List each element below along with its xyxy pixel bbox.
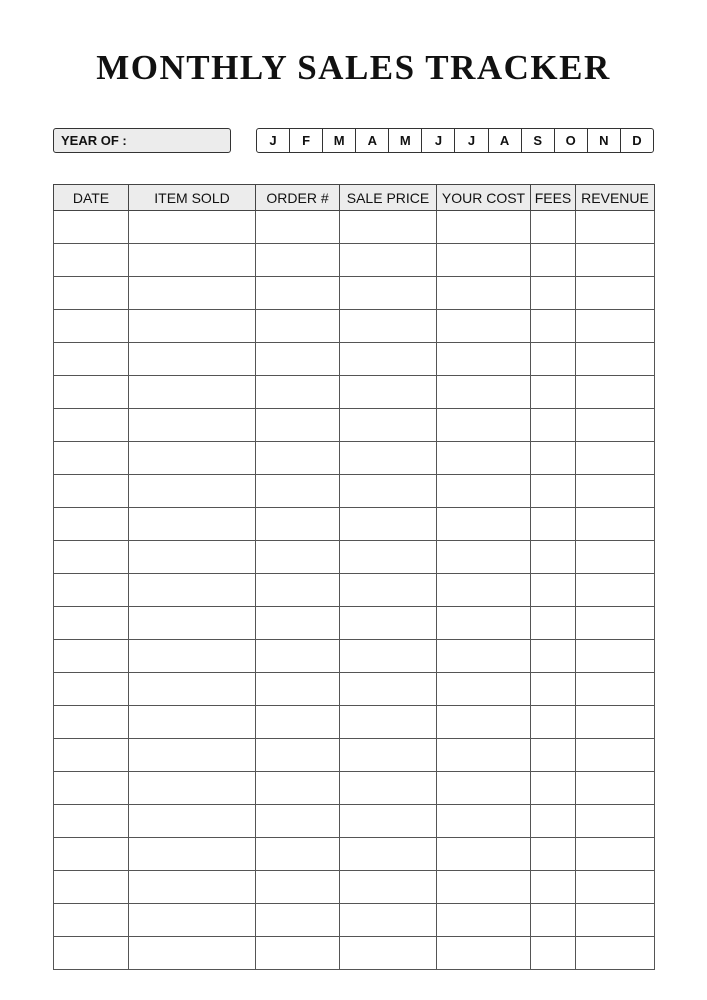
table-cell[interactable]: [129, 211, 256, 244]
table-cell[interactable]: [340, 640, 437, 673]
table-row: [54, 310, 655, 343]
table-cell[interactable]: [256, 805, 340, 838]
month-option-apr[interactable]: A: [355, 129, 388, 152]
table-cell[interactable]: [54, 211, 129, 244]
table-cell[interactable]: [340, 442, 437, 475]
table-cell[interactable]: [256, 739, 340, 772]
table-cell[interactable]: [437, 343, 531, 376]
table-cell[interactable]: [129, 574, 256, 607]
table-cell[interactable]: [256, 871, 340, 904]
table-cell[interactable]: [576, 607, 655, 640]
table-cell[interactable]: [531, 706, 576, 739]
table-cell[interactable]: [576, 508, 655, 541]
table-cell[interactable]: [340, 376, 437, 409]
table-cell[interactable]: [129, 772, 256, 805]
table-cell[interactable]: [256, 706, 340, 739]
table-cell[interactable]: [576, 640, 655, 673]
table-body: [54, 211, 655, 970]
month-option-mar[interactable]: M: [322, 129, 355, 152]
table-cell[interactable]: [256, 244, 340, 277]
table-cell[interactable]: [54, 739, 129, 772]
table-cell[interactable]: [340, 739, 437, 772]
table-cell[interactable]: [340, 838, 437, 871]
table-cell[interactable]: [531, 211, 576, 244]
table-cell[interactable]: [129, 607, 256, 640]
table-cell[interactable]: [437, 244, 531, 277]
table-cell[interactable]: [531, 244, 576, 277]
table-cell[interactable]: [576, 904, 655, 937]
table-cell[interactable]: [437, 937, 531, 970]
month-option-nov[interactable]: N: [587, 129, 620, 152]
table-cell[interactable]: [54, 673, 129, 706]
table-cell[interactable]: [531, 376, 576, 409]
table-row: [54, 739, 655, 772]
table-cell[interactable]: [437, 211, 531, 244]
table-cell[interactable]: [340, 409, 437, 442]
table-cell[interactable]: [256, 772, 340, 805]
table-cell[interactable]: [531, 871, 576, 904]
table-cell[interactable]: [54, 574, 129, 607]
table-cell[interactable]: [340, 277, 437, 310]
table-cell[interactable]: [437, 409, 531, 442]
table-cell[interactable]: [531, 508, 576, 541]
table-header-row: [54, 185, 655, 211]
table-cell[interactable]: [129, 673, 256, 706]
month-option-may[interactable]: M: [388, 129, 421, 152]
table-cell[interactable]: [531, 805, 576, 838]
table-cell[interactable]: [129, 805, 256, 838]
table-cell[interactable]: [437, 277, 531, 310]
table-cell[interactable]: [256, 376, 340, 409]
table-cell[interactable]: [531, 838, 576, 871]
table-cell[interactable]: [576, 244, 655, 277]
table-cell[interactable]: [531, 607, 576, 640]
table-cell[interactable]: [576, 343, 655, 376]
table-cell[interactable]: [340, 673, 437, 706]
table-cell[interactable]: [54, 541, 129, 574]
table-row: [54, 607, 655, 640]
table-cell[interactable]: [256, 508, 340, 541]
table-cell[interactable]: [437, 310, 531, 343]
table-cell[interactable]: [531, 541, 576, 574]
table-cell[interactable]: [54, 937, 129, 970]
table-cell[interactable]: [129, 376, 256, 409]
table-cell[interactable]: [340, 805, 437, 838]
table-cell[interactable]: [54, 838, 129, 871]
page-title: MONTHLY SALES TRACKER: [96, 48, 611, 87]
table-cell[interactable]: [576, 838, 655, 871]
table-row: [54, 442, 655, 475]
table-cell[interactable]: [576, 310, 655, 343]
table-cell[interactable]: [576, 277, 655, 310]
table-cell[interactable]: [129, 409, 256, 442]
month-option-feb[interactable]: F: [289, 129, 322, 152]
table-cell[interactable]: [576, 805, 655, 838]
table-cell[interactable]: [340, 244, 437, 277]
table-cell[interactable]: [129, 541, 256, 574]
column-header-item-sold: ITEM SOLD: [129, 185, 256, 211]
table-row: [54, 871, 655, 904]
table-cell[interactable]: [340, 607, 437, 640]
column-header-order-number: ORDER #: [256, 185, 340, 211]
table-cell[interactable]: [437, 805, 531, 838]
table-cell[interactable]: [576, 574, 655, 607]
column-header-fees: FEES: [531, 185, 576, 211]
table-cell[interactable]: [576, 673, 655, 706]
table-cell[interactable]: [437, 607, 531, 640]
month-option-sep[interactable]: S: [521, 129, 554, 152]
table-row: [54, 475, 655, 508]
table-cell[interactable]: [437, 640, 531, 673]
table-cell[interactable]: [256, 475, 340, 508]
column-header-your-cost: YOUR COST: [437, 185, 531, 211]
table-cell[interactable]: [256, 211, 340, 244]
table-cell[interactable]: [129, 871, 256, 904]
table-cell[interactable]: [531, 904, 576, 937]
table-cell[interactable]: [437, 739, 531, 772]
table-cell[interactable]: [256, 838, 340, 871]
table-cell[interactable]: [129, 640, 256, 673]
table-row: [54, 244, 655, 277]
table-cell[interactable]: [256, 937, 340, 970]
table-cell[interactable]: [576, 871, 655, 904]
table-cell[interactable]: [256, 673, 340, 706]
table-cell[interactable]: [256, 607, 340, 640]
table-cell[interactable]: [340, 343, 437, 376]
table-cell[interactable]: [129, 310, 256, 343]
table-cell[interactable]: [531, 442, 576, 475]
table-cell[interactable]: [437, 376, 531, 409]
table-cell[interactable]: [129, 508, 256, 541]
table-row: [54, 541, 655, 574]
table-cell[interactable]: [129, 904, 256, 937]
table-cell[interactable]: [256, 343, 340, 376]
table-cell[interactable]: [129, 838, 256, 871]
table-cell[interactable]: [531, 937, 576, 970]
table-row: [54, 574, 655, 607]
table-cell[interactable]: [576, 442, 655, 475]
table-cell[interactable]: [256, 541, 340, 574]
table-row: [54, 376, 655, 409]
table-cell[interactable]: [54, 871, 129, 904]
table-cell[interactable]: [54, 244, 129, 277]
table-cell[interactable]: [531, 574, 576, 607]
table-cell[interactable]: [340, 508, 437, 541]
table-cell[interactable]: [437, 673, 531, 706]
table-cell[interactable]: [54, 508, 129, 541]
month-selector: [256, 128, 654, 153]
table-row: [54, 277, 655, 310]
table-cell[interactable]: [576, 937, 655, 970]
table-cell[interactable]: [256, 277, 340, 310]
table-cell[interactable]: [340, 706, 437, 739]
table-cell[interactable]: [576, 772, 655, 805]
month-option-jul[interactable]: J: [454, 129, 487, 152]
table-cell[interactable]: [129, 706, 256, 739]
table-row: [54, 772, 655, 805]
column-header-sale-price: SALE PRICE: [340, 185, 437, 211]
table-row: [54, 508, 655, 541]
table-cell[interactable]: [129, 739, 256, 772]
table-cell[interactable]: [54, 805, 129, 838]
table-cell[interactable]: [437, 541, 531, 574]
table-cell[interactable]: [437, 706, 531, 739]
table-cell[interactable]: [340, 574, 437, 607]
table-cell[interactable]: [437, 574, 531, 607]
table-cell[interactable]: [437, 508, 531, 541]
table-cell[interactable]: [54, 640, 129, 673]
table-cell[interactable]: [437, 475, 531, 508]
table-cell[interactable]: [531, 343, 576, 376]
table-cell[interactable]: [531, 310, 576, 343]
table-cell[interactable]: [576, 376, 655, 409]
table-cell[interactable]: [340, 937, 437, 970]
table-row: [54, 706, 655, 739]
table-cell[interactable]: [576, 475, 655, 508]
month-option-dec[interactable]: D: [620, 129, 653, 152]
table-cell[interactable]: [437, 442, 531, 475]
table-cell[interactable]: [129, 442, 256, 475]
table-row: [54, 640, 655, 673]
table-row: [54, 211, 655, 244]
table-cell[interactable]: [340, 541, 437, 574]
table-cell[interactable]: [576, 541, 655, 574]
table-cell[interactable]: [54, 772, 129, 805]
table-cell[interactable]: [129, 937, 256, 970]
table-row: [54, 937, 655, 970]
table-cell[interactable]: [437, 904, 531, 937]
table-cell[interactable]: [129, 277, 256, 310]
table-cell[interactable]: [531, 640, 576, 673]
table-cell[interactable]: [437, 838, 531, 871]
sales-table: [53, 184, 655, 970]
table-cell[interactable]: [437, 772, 531, 805]
table-row: [54, 904, 655, 937]
table-cell[interactable]: [576, 409, 655, 442]
table-cell[interactable]: [129, 343, 256, 376]
table-cell[interactable]: [531, 673, 576, 706]
table-cell[interactable]: [54, 310, 129, 343]
table-cell[interactable]: [531, 475, 576, 508]
month-option-aug[interactable]: A: [488, 129, 521, 152]
column-header-date: DATE: [54, 185, 129, 211]
month-option-jan[interactable]: J: [269, 133, 277, 148]
table-cell[interactable]: [54, 607, 129, 640]
table-cell[interactable]: [340, 904, 437, 937]
table-cell[interactable]: [129, 244, 256, 277]
table-cell[interactable]: [54, 706, 129, 739]
table-cell[interactable]: [576, 211, 655, 244]
table-cell[interactable]: [576, 739, 655, 772]
table-cell[interactable]: [531, 772, 576, 805]
table-cell[interactable]: [54, 442, 129, 475]
table-cell[interactable]: [576, 706, 655, 739]
table-cell[interactable]: [340, 211, 437, 244]
table-row: [54, 343, 655, 376]
table-cell[interactable]: [531, 739, 576, 772]
table-cell[interactable]: [340, 310, 437, 343]
table-cell[interactable]: [256, 442, 340, 475]
table-row: [54, 805, 655, 838]
year-label: YEAR OF :: [61, 133, 127, 148]
table-cell[interactable]: [340, 871, 437, 904]
year-field[interactable]: [53, 128, 231, 153]
table-cell[interactable]: [54, 277, 129, 310]
table-cell[interactable]: [54, 376, 129, 409]
table-cell[interactable]: [256, 409, 340, 442]
table-cell[interactable]: [531, 409, 576, 442]
table-cell[interactable]: [340, 772, 437, 805]
table-row: [54, 838, 655, 871]
table-cell[interactable]: [340, 475, 437, 508]
table-cell[interactable]: [54, 475, 129, 508]
table-cell[interactable]: [256, 310, 340, 343]
table-cell[interactable]: [54, 904, 129, 937]
table-row: [54, 673, 655, 706]
month-option-oct[interactable]: O: [554, 129, 587, 152]
table-cell[interactable]: [437, 871, 531, 904]
month-option-jun[interactable]: J: [421, 129, 454, 152]
table-cell[interactable]: [256, 574, 340, 607]
column-header-revenue: REVENUE: [576, 185, 655, 211]
table-cell[interactable]: [531, 277, 576, 310]
table-cell[interactable]: [256, 640, 340, 673]
table-cell[interactable]: [54, 409, 129, 442]
table-row: [54, 409, 655, 442]
table-cell[interactable]: [129, 475, 256, 508]
table-cell[interactable]: [256, 904, 340, 937]
table-cell[interactable]: [54, 343, 129, 376]
